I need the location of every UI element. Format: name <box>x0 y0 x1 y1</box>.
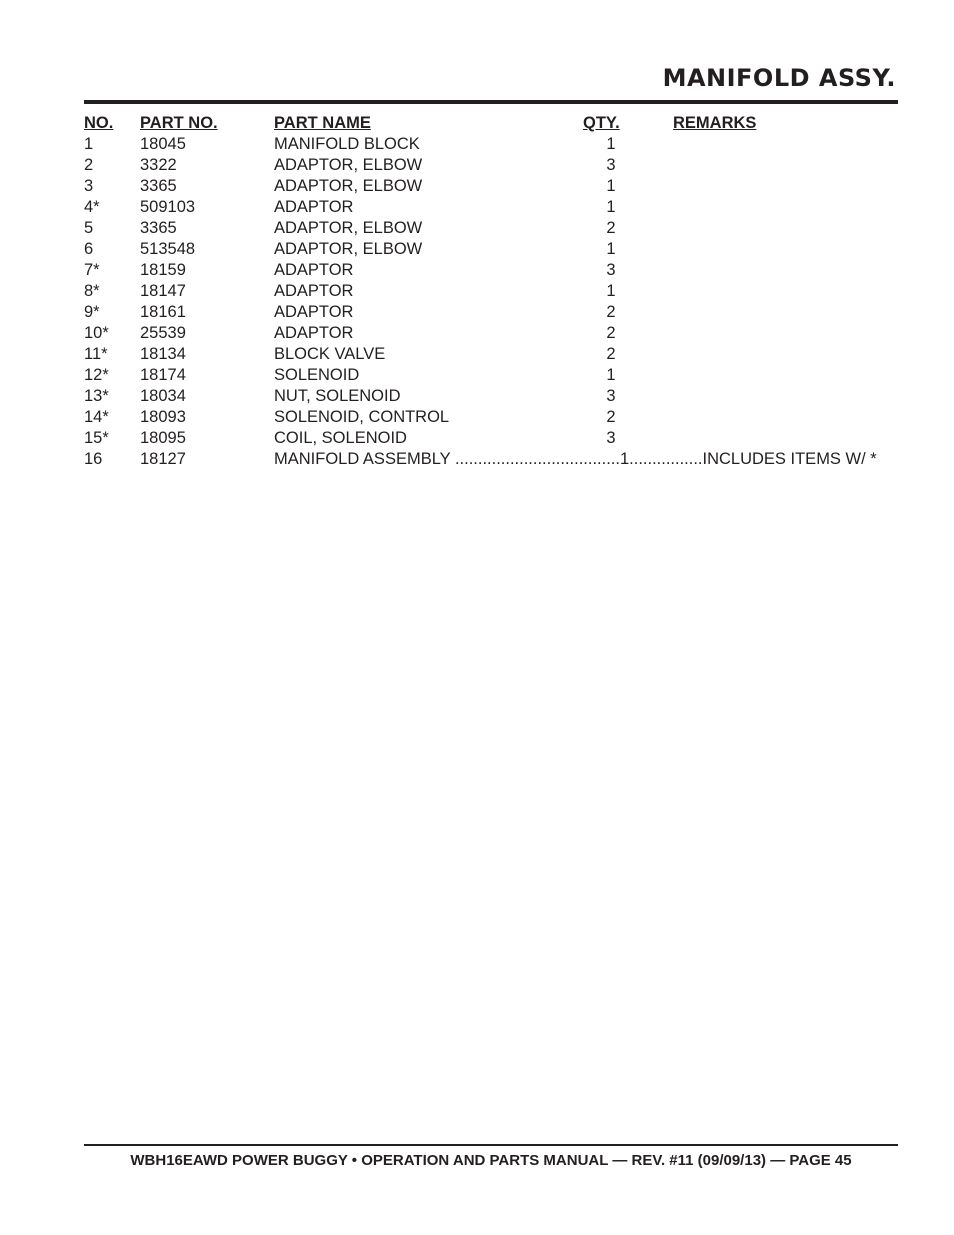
quantity: 1 <box>606 177 616 195</box>
page-title: MANIFOLD ASSY. <box>662 64 896 92</box>
quantity: 3 <box>606 429 616 447</box>
quantity: 2 <box>606 324 616 342</box>
part-name: COIL, SOLENOID <box>274 429 407 447</box>
column-header-part-no: PART NO. <box>140 114 218 132</box>
page-footer: WBH16EAWD POWER BUGGY • OPERATION AND PARTS MANUAL — REV. #11 (09/09/13) — PAGE 45 <box>130 1152 852 1169</box>
top-rule <box>84 100 898 104</box>
table-row <box>84 197 898 218</box>
item-no: 1 <box>84 135 94 153</box>
table-row <box>84 155 898 176</box>
table-row <box>84 176 898 197</box>
part-number: 18161 <box>140 303 186 321</box>
part-number: 18127 <box>140 450 186 468</box>
part-number: 3365 <box>140 219 177 237</box>
item-no: 14* <box>84 408 109 426</box>
quantity: 1 <box>606 282 616 300</box>
quantity: 2 <box>606 408 616 426</box>
part-number: 509103 <box>140 198 196 216</box>
table-row <box>84 386 898 407</box>
part-name: ADAPTOR <box>274 282 354 300</box>
part-number: 18159 <box>140 261 186 279</box>
table-row <box>84 407 898 428</box>
table-header-row <box>84 113 898 134</box>
assembly-dotted-line: MANIFOLD ASSEMBLY ....................................1................INCLUDES ITEMS W/ * <box>274 450 877 468</box>
part-number: 18045 <box>140 135 186 153</box>
bottom-rule <box>84 1144 898 1146</box>
table-row <box>84 260 898 281</box>
assembly-row <box>84 449 898 470</box>
item-no: 5 <box>84 219 94 237</box>
part-name: SOLENOID, CONTROL <box>274 408 450 426</box>
part-name: MANIFOLD BLOCK <box>274 135 420 153</box>
item-no: 2 <box>84 156 94 174</box>
item-no: 9* <box>84 303 100 321</box>
table-row <box>84 302 898 323</box>
quantity: 3 <box>606 261 616 279</box>
quantity: 3 <box>606 156 616 174</box>
part-number: 18134 <box>140 345 186 363</box>
item-no: 15* <box>84 429 109 447</box>
part-number: 25539 <box>140 324 186 342</box>
table-row <box>84 239 898 260</box>
part-name: ADAPTOR, ELBOW <box>274 219 423 237</box>
part-name: ADAPTOR, ELBOW <box>274 156 423 174</box>
part-name: ADAPTOR <box>274 198 354 216</box>
item-no: 16 <box>84 450 103 468</box>
part-name: SOLENOID <box>274 366 360 384</box>
part-name: ADAPTOR, ELBOW <box>274 240 423 258</box>
table-row <box>84 218 898 239</box>
item-no: 10* <box>84 324 109 342</box>
item-no: 13* <box>84 387 109 405</box>
part-name: ADAPTOR, ELBOW <box>274 177 423 195</box>
part-number: 513548 <box>140 240 196 258</box>
table-row <box>84 344 898 365</box>
item-no: 12* <box>84 366 109 384</box>
column-header-qty: QTY. <box>583 114 620 132</box>
quantity: 3 <box>606 387 616 405</box>
item-no: 3 <box>84 177 94 195</box>
column-header-no: NO. <box>84 114 114 132</box>
part-number: 18034 <box>140 387 186 405</box>
quantity: 2 <box>606 345 616 363</box>
table-row <box>84 281 898 302</box>
table-row <box>84 134 898 155</box>
table-row <box>84 428 898 449</box>
part-name: ADAPTOR <box>274 303 354 321</box>
table-row <box>84 323 898 344</box>
quantity: 2 <box>606 219 616 237</box>
part-number: 18147 <box>140 282 186 300</box>
item-no: 8* <box>84 282 100 300</box>
part-name: NUT, SOLENOID <box>274 387 401 405</box>
part-name: ADAPTOR <box>274 324 354 342</box>
column-header-remarks: REMARKS <box>673 114 757 132</box>
part-number: 3365 <box>140 177 177 195</box>
part-number: 18093 <box>140 408 186 426</box>
item-no: 11* <box>84 345 108 363</box>
quantity: 2 <box>606 303 616 321</box>
quantity: 1 <box>606 366 616 384</box>
column-header-part-name: PART NAME <box>274 114 371 132</box>
quantity: 1 <box>606 240 616 258</box>
part-number: 18095 <box>140 429 186 447</box>
parts-table <box>84 113 898 470</box>
part-number: 3322 <box>140 156 177 174</box>
part-name: BLOCK VALVE <box>274 345 386 363</box>
part-name: ADAPTOR <box>274 261 354 279</box>
quantity: 1 <box>606 135 616 153</box>
item-no: 6 <box>84 240 94 258</box>
table-row <box>84 365 898 386</box>
item-no: 7* <box>84 261 100 279</box>
item-no: 4* <box>84 198 100 216</box>
part-number: 18174 <box>140 366 186 384</box>
quantity: 1 <box>606 198 616 216</box>
